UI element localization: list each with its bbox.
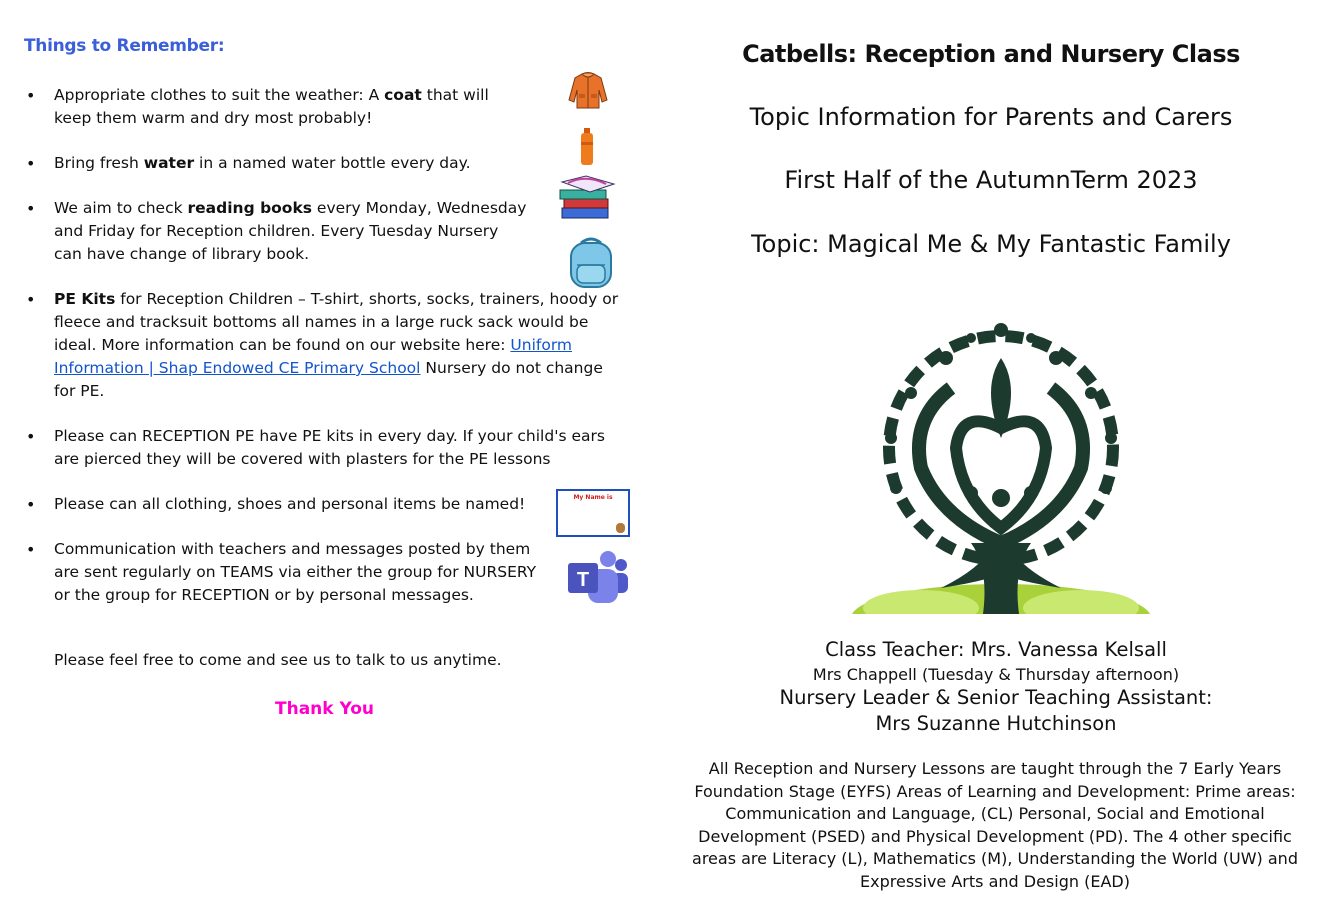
- list-item-reading-books: [24, 197, 528, 266]
- nursery-leader-role: Nursery Leader & Senior Teaching Assistant:: [779, 686, 1213, 709]
- class-teacher: Class Teacher: Mrs. Vanessa Kelsall: [825, 638, 1167, 661]
- item-text: every Monday, Wednesday and Friday for Reception children. Every Tuesday Nursery can have change of library book.: [54, 199, 527, 263]
- item-bold: PE Kits: [54, 290, 116, 308]
- left-page: [0, 0, 660, 906]
- name-label-icon: [556, 489, 630, 537]
- topic-title: Topic: Magical Me & My Fantastic Family: [751, 230, 1231, 258]
- class-title: Catbells: Reception and Nursery Class: [742, 40, 1240, 68]
- item-text: that will keep them warm and dry most probably!: [54, 86, 489, 127]
- list-item-reception-pe: [24, 425, 624, 471]
- eyfs-paragraph: All Reception and Nursery Lessons are taught through the 7 Early Years Foundation Stage (EYFS) Areas of Learning and Development: Prime areas: Communication and Language, (CL) Personal, Social and Emotional Development (PSED) and Physical Development (PD). The 4 other specific areas are Literacy (L), Mathematics (M), Understanding the World (UW) and Expressive Arts and Design (EAD): [692, 759, 1298, 891]
- item-text: Bring fresh: [54, 154, 144, 172]
- things-to-remember-heading: Things to Remember:: [24, 36, 225, 56]
- closing-text: Please feel free to come and see us to talk to us anytime.: [54, 651, 502, 669]
- list-item-communication: [24, 538, 550, 607]
- item-text: Appropriate clothes to suit the weather: A: [54, 86, 385, 104]
- right-page: [661, 0, 1321, 906]
- item-bold: coat: [384, 86, 422, 104]
- backpack-icon: [563, 235, 619, 291]
- nursery-leader-name: Mrs Suzanne Hutchinson: [875, 712, 1117, 735]
- item-bold: water: [143, 154, 195, 172]
- item-text: for Reception Children – T-shirt, shorts, socks, trainers, hoody or fleece and tracksuit bottoms all names in a large ruck sack would be ideal. More information can be found on our website here:: [54, 290, 619, 354]
- teddy-icon: [616, 523, 625, 533]
- term-title: First Half of the AutumnTerm 2023: [784, 166, 1198, 194]
- water-bottle-icon: [579, 128, 595, 166]
- coat-icon: [567, 70, 609, 112]
- item-text: We aim to check: [54, 199, 188, 217]
- topic-info-title: Topic Information for Parents and Carers: [749, 103, 1233, 131]
- item-text: Please can all clothing, shoes and personal items be named!: [54, 495, 526, 513]
- item-bold: reading books: [187, 199, 312, 217]
- teams-letter: T: [576, 569, 590, 591]
- list-item-water: [24, 152, 534, 175]
- item-text: Communication with teachers and messages posted by them are sent regularly on TEAMS via either the group for NURSERY or the group for RECEPTION or by personal messages.: [54, 540, 537, 604]
- assistant-teacher: Mrs Chappell (Tuesday & Thursday afternoon): [812, 665, 1180, 684]
- thank-you-text: Thank You: [275, 699, 375, 719]
- list-item-pe-kits: [24, 288, 620, 403]
- list-item-coat: [24, 84, 524, 130]
- item-text: Please can RECEPTION PE have PE kits in every day. If your child's ears are pierced they will be covered with plasters for the PE lessons: [54, 427, 605, 468]
- name-label-text: My Name is: [573, 494, 613, 501]
- item-text: in a named water bottle every day.: [194, 154, 471, 172]
- item-text: Nursery do not change for PE.: [54, 359, 603, 400]
- list-item-named-items: [24, 493, 554, 516]
- books-icon: [556, 172, 618, 222]
- reminder-list: [24, 84, 624, 607]
- teams-icon: [566, 549, 630, 607]
- family-tree-icon: [851, 318, 1151, 616]
- uniform-information-link[interactable]: Uniform Information | Shap Endowed CE Primary School: [54, 336, 573, 377]
